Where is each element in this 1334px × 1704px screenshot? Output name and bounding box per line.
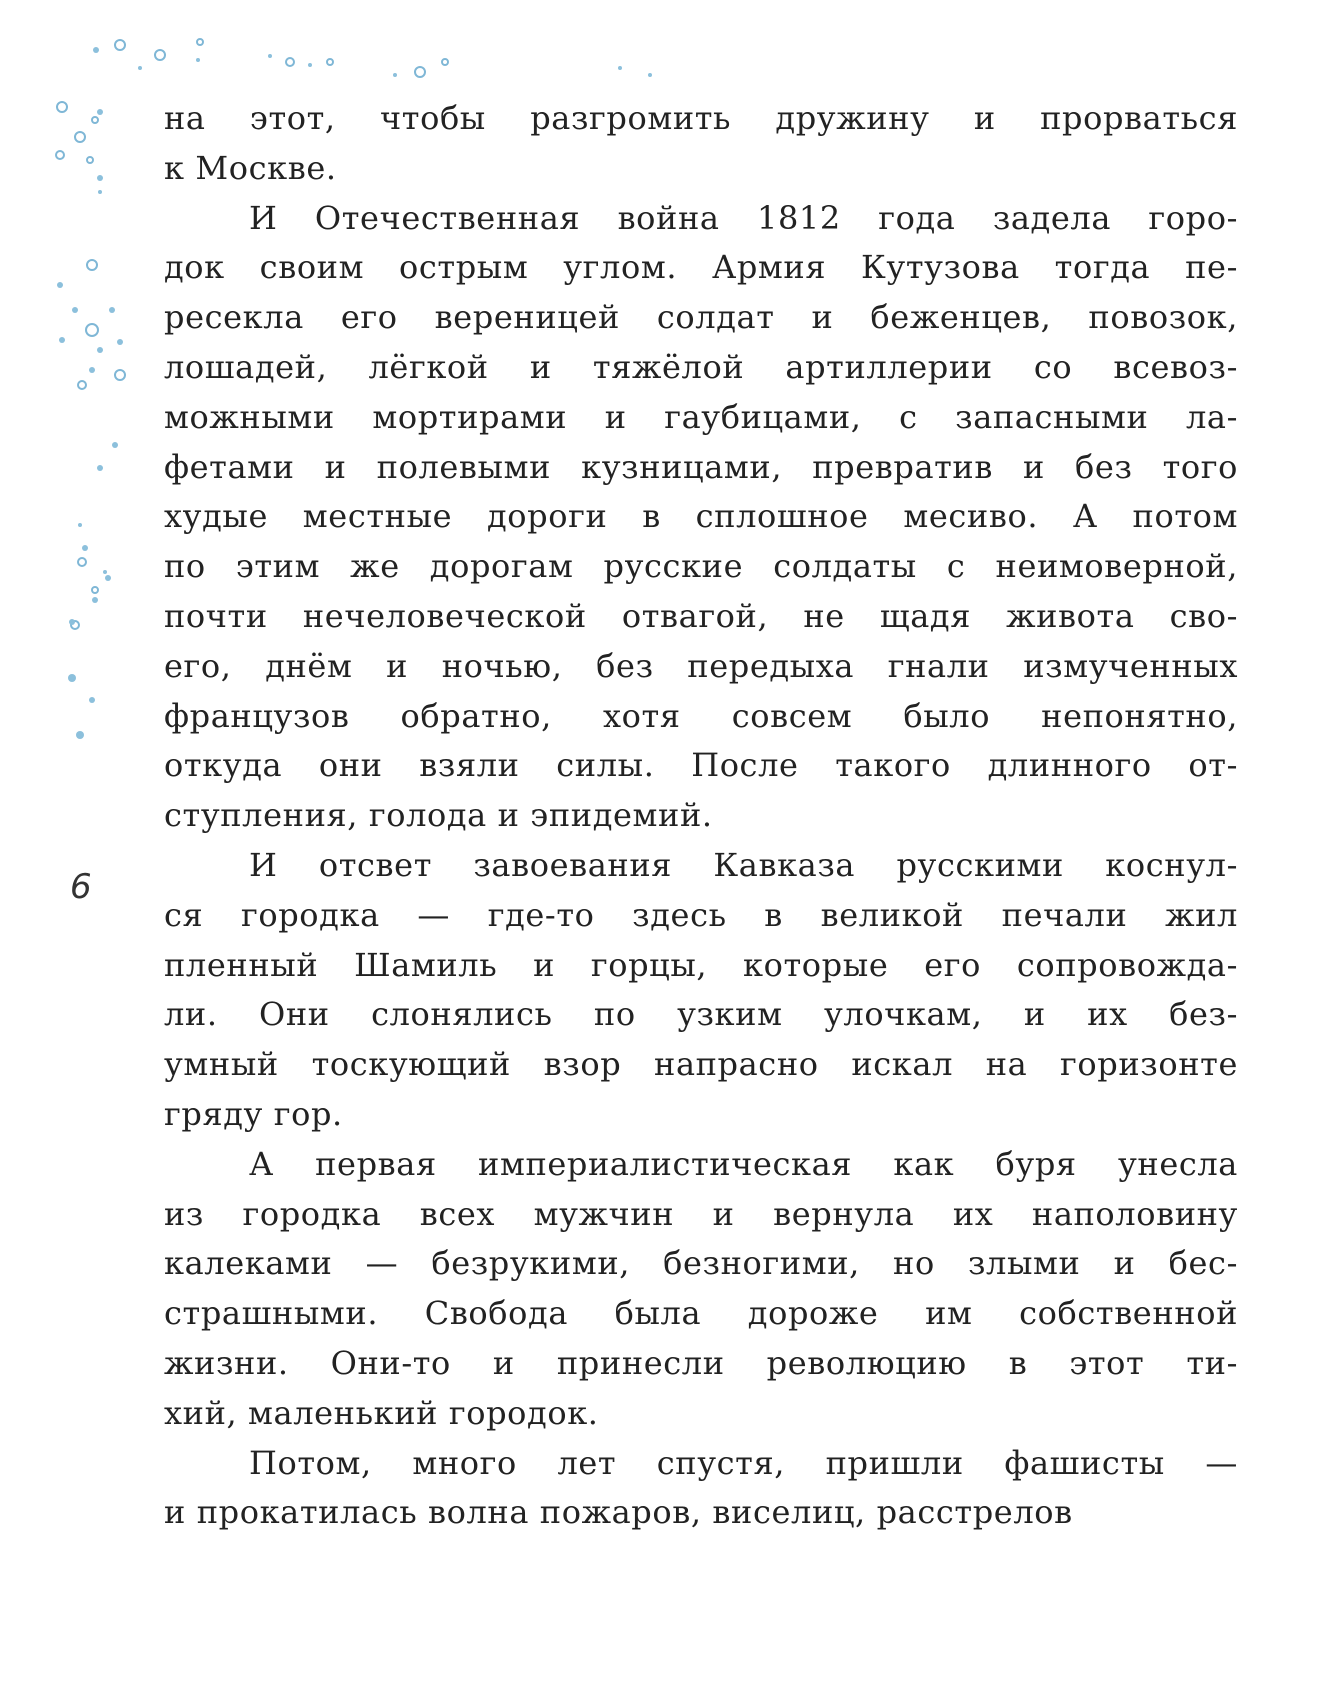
text-line: ли. Они слонялись по узким улочкам, и их без- bbox=[164, 995, 1238, 1034]
text-line: пленный Шамиль и горцы, которые его сопровожда- bbox=[164, 945, 1238, 984]
text-line: калеками — безрукими, безногими, но злыми и бес- bbox=[164, 1244, 1238, 1283]
text-line: французов обратно, хотя совсем было непонятно, bbox=[164, 696, 1238, 735]
text-line: ресекла его вереницей солдат и беженцев, повозок, bbox=[164, 298, 1238, 337]
text-line: Потом, много лет спустя, пришли фашисты — bbox=[249, 1443, 1238, 1482]
text-line: к Москве. bbox=[164, 148, 337, 187]
text-line: док своим острым углом. Армия Кутузова тогда пе- bbox=[164, 248, 1238, 287]
text-line: из городка всех мужчин и вернула их наполовину bbox=[164, 1194, 1238, 1233]
text-line: его, днём и ночью, без передыха гнали измученных bbox=[164, 646, 1238, 685]
text-line: почти нечеловеческой отвагой, не щадя живота сво- bbox=[164, 596, 1238, 635]
paragraph bbox=[164, 1439, 1238, 1539]
text-line: И Отечественная война 1812 года задела горо- bbox=[249, 198, 1238, 237]
text-line: по этим же дорогам русские солдаты с неимоверной, bbox=[164, 547, 1238, 586]
text-line: ступления, голода и эпидемий. bbox=[164, 796, 713, 835]
paragraph bbox=[164, 194, 1238, 841]
paragraph bbox=[164, 841, 1238, 1140]
text-line: и прокатилась волна пожаров, виселиц, расстрелов bbox=[164, 1493, 1073, 1532]
paragraph bbox=[164, 94, 1238, 194]
article-text bbox=[164, 94, 1238, 1538]
paragraph bbox=[164, 1140, 1238, 1439]
text-line: А первая империалистическая как буря унесла bbox=[249, 1144, 1238, 1183]
text-line: гряду гор. bbox=[164, 1094, 343, 1133]
text-line: умный тоскующий взор напрасно искал на горизонте bbox=[164, 1045, 1238, 1084]
text-line: хий, маленький городок. bbox=[164, 1393, 599, 1432]
text-line: можными мортирами и гаубицами, с запасными ла- bbox=[164, 397, 1238, 436]
text-line: ся городка — где-то здесь в великой печали жил bbox=[164, 895, 1238, 934]
text-line: откуда они взяли силы. После такого длинного от- bbox=[164, 746, 1238, 785]
page-number: 6 bbox=[70, 867, 92, 907]
text-line: худые местные дороги в сплошное месиво. А потом bbox=[164, 497, 1238, 536]
text-line: на этот, чтобы разгромить дружину и прорваться bbox=[164, 99, 1238, 137]
text-line: И отсвет завоевания Кавказа русскими коснул- bbox=[249, 845, 1238, 884]
text-line: лошадей, лёгкой и тяжёлой артиллерии со всевоз- bbox=[164, 347, 1238, 386]
text-line: жизни. Они-то и принесли революцию в этот ти- bbox=[164, 1343, 1238, 1382]
text-line: фетами и полевыми кузницами, превратив и без того bbox=[164, 447, 1238, 486]
text-line: страшными. Свобода была дороже им собственной bbox=[164, 1294, 1238, 1333]
